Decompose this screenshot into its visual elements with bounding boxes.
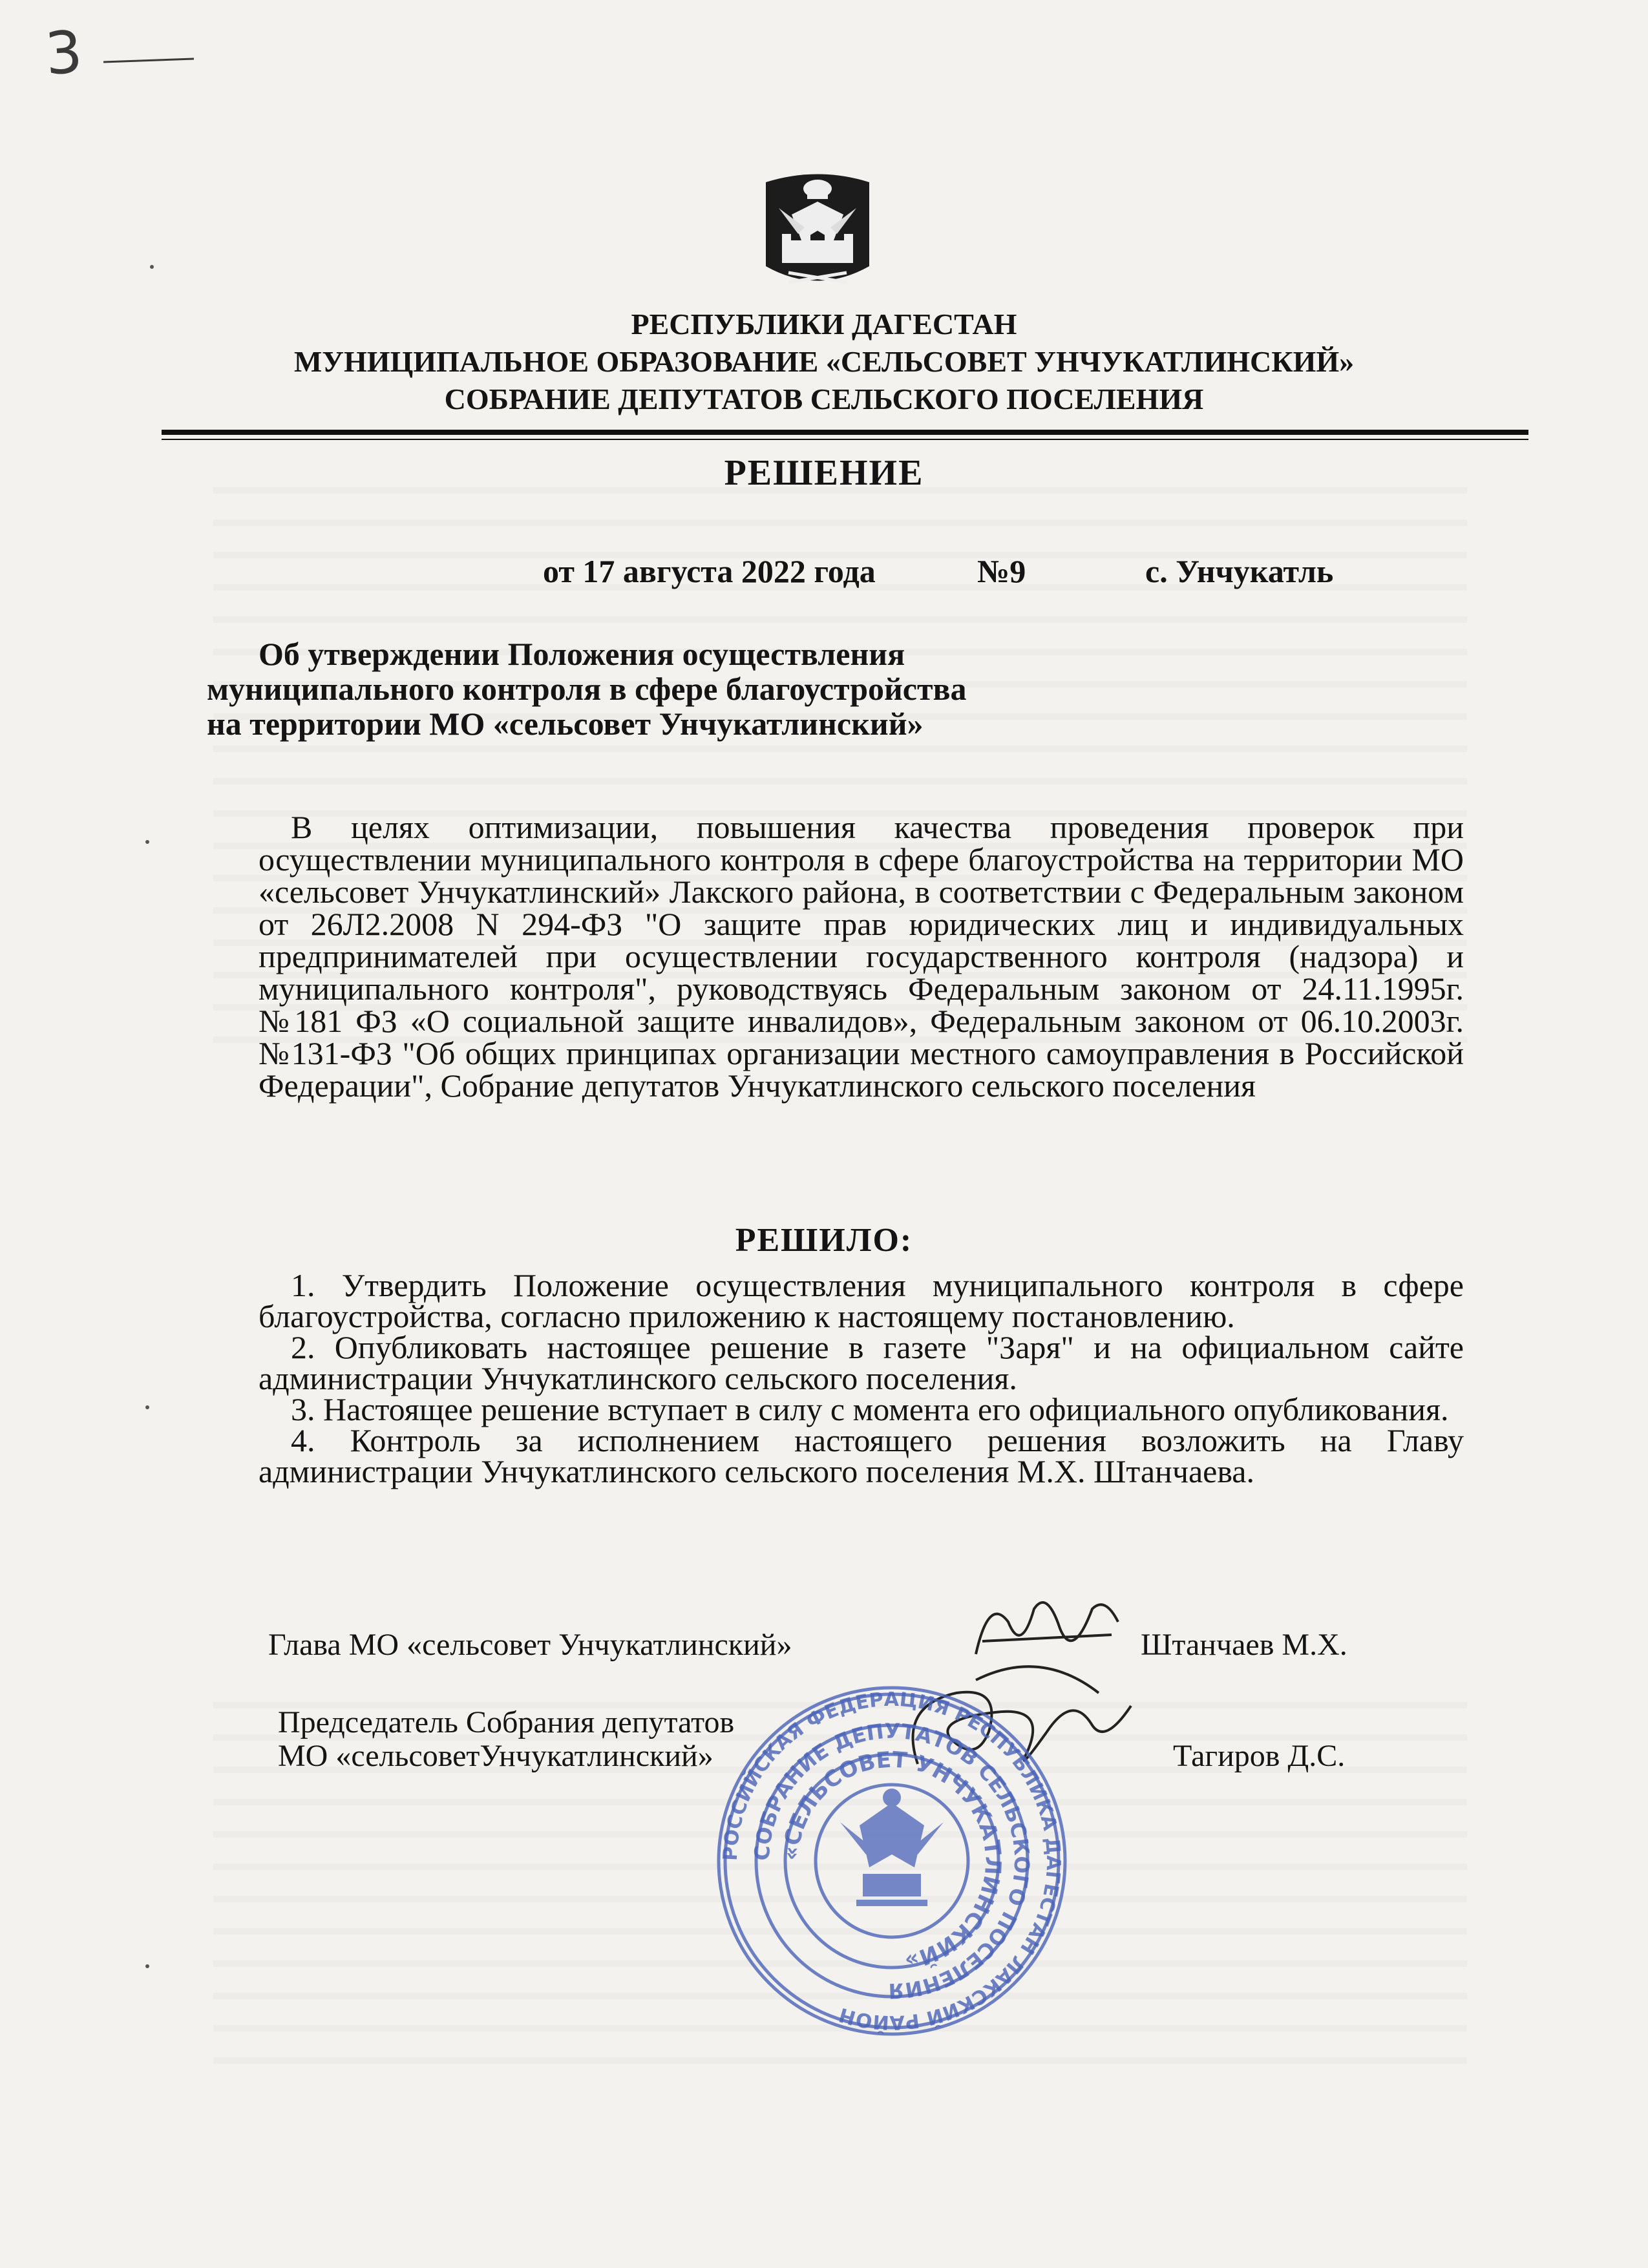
subject-line: Об утверждении Положения осуществления	[259, 636, 905, 672]
chair-title: Председатель Собрания депутатов	[278, 1705, 735, 1739]
svg-text:«СЕЛЬСОВЕТ УНЧУКАТЛИНСКИЙ»	[778, 1747, 1006, 1974]
official-stamp	[711, 1680, 1073, 2042]
decision-items	[259, 1267, 1464, 1489]
header-assembly: СОБРАНИЕ ДЕПУТАТОВ СЕЛЬСКОГО ПОСЕЛЕНИЯ	[444, 383, 1204, 415]
header-republic: РЕСПУБЛИКИ ДАГЕСТАН	[631, 308, 1017, 341]
stamp-inner-text: «СЕЛЬСОВЕТ УНЧУКАТЛИНСКИЙ»	[777, 1747, 1006, 1974]
preamble-paragraph	[259, 811, 1464, 1102]
decision-item: 1. Утвердить Положение осуществления муниципального контроля в сфере благоустройства, согласно приложению к настоящему постановлению.	[259, 1267, 1464, 1334]
page-number: 3	[43, 18, 85, 89]
binder-hole	[150, 265, 154, 269]
page-number-underline	[103, 58, 194, 63]
coat-of-arms-emblem	[753, 169, 882, 292]
preamble-text: В целях оптимизации, повышения качества проведения проверок при осуществлении муниципального контроля в сфере благоустройства на территории МО «сельсовет Унчукатлинский» Лакского района, в соответствии с Федеральным законом от 26Л2.2008 N 294-ФЗ "О защите прав юридических лиц и индивидуальных предпринимателей при осуществлении государственного контроля (надзора) и муниципального контроля", руководствуясь Федеральным законом от 24.11.1995г. №181 ФЗ «О социальной защите инвалидов», Федеральным законом от 06.10.2003г. №131-ФЗ "Об общих принципах организации местного самоуправления в Российской Федерации", Собрание депутатов Унчукатлинского сельского поселения	[259, 809, 1464, 1104]
chair-name: Тагиров Д.С.	[1173, 1739, 1346, 1773]
header-divider	[162, 430, 1528, 435]
subject-line: муниципального контроля в сфере благоустройства	[207, 671, 967, 707]
header-divider-thin	[162, 439, 1528, 440]
decision-item: 2. Опубликовать настоящее решение в газете "Заря" и на официальном сайте администрации Унчукатлинского сельского поселения.	[259, 1329, 1464, 1396]
chair-title-2: МО «сельсоветУнчукатлинский»	[278, 1739, 713, 1773]
decision-item: 4. Контроль за исполнением настоящего решения возложить на Главу администрации Унчукатлинского сельского поселения М.Х. Штанчаева.	[259, 1422, 1464, 1489]
stamp-outer-text: РОССИЙСКАЯ ФЕДЕРАЦИЯ РЕСПУБЛИКА ДАГЕСТАН ЛАКСКИЙ РАЙОН	[719, 1688, 1065, 2034]
binder-hole	[145, 840, 149, 844]
document-title: РЕШЕНИЕ	[724, 453, 924, 493]
decision-subject	[207, 636, 967, 741]
head-name: Штанчаев М.Х.	[1141, 1628, 1347, 1662]
head-title: Глава МО «сельсовет Унчукатлинский»	[268, 1628, 792, 1662]
stamp-emblem-icon	[840, 1789, 944, 1906]
decision-place: с. Унчукатль	[1145, 553, 1334, 589]
decision-date: от 17 августа 2022 года	[543, 553, 876, 589]
binder-hole	[145, 1405, 149, 1409]
binder-hole	[145, 1964, 149, 1968]
subject-line: на территории МО «сельсовет Унчукатлинский»	[207, 706, 924, 742]
decision-number: №9	[977, 553, 1026, 589]
decided-heading: РЕШИЛО:	[735, 1222, 913, 1259]
stamp-middle-text: СОБРАНИЕ ДЕПУТАТОВ СЕЛЬСКОГО ПОСЕЛЕНИЯ	[749, 1718, 1035, 2004]
decision-item: 3. Настоящее решение вступает в силу с момента его официального опубликования.	[291, 1391, 1449, 1427]
header-municipality: МУНИЦИПАЛЬНОЕ ОБРАЗОВАНИЕ «СЕЛЬСОВЕТ УНЧУКАТЛИНСКИЙ»	[293, 345, 1355, 378]
